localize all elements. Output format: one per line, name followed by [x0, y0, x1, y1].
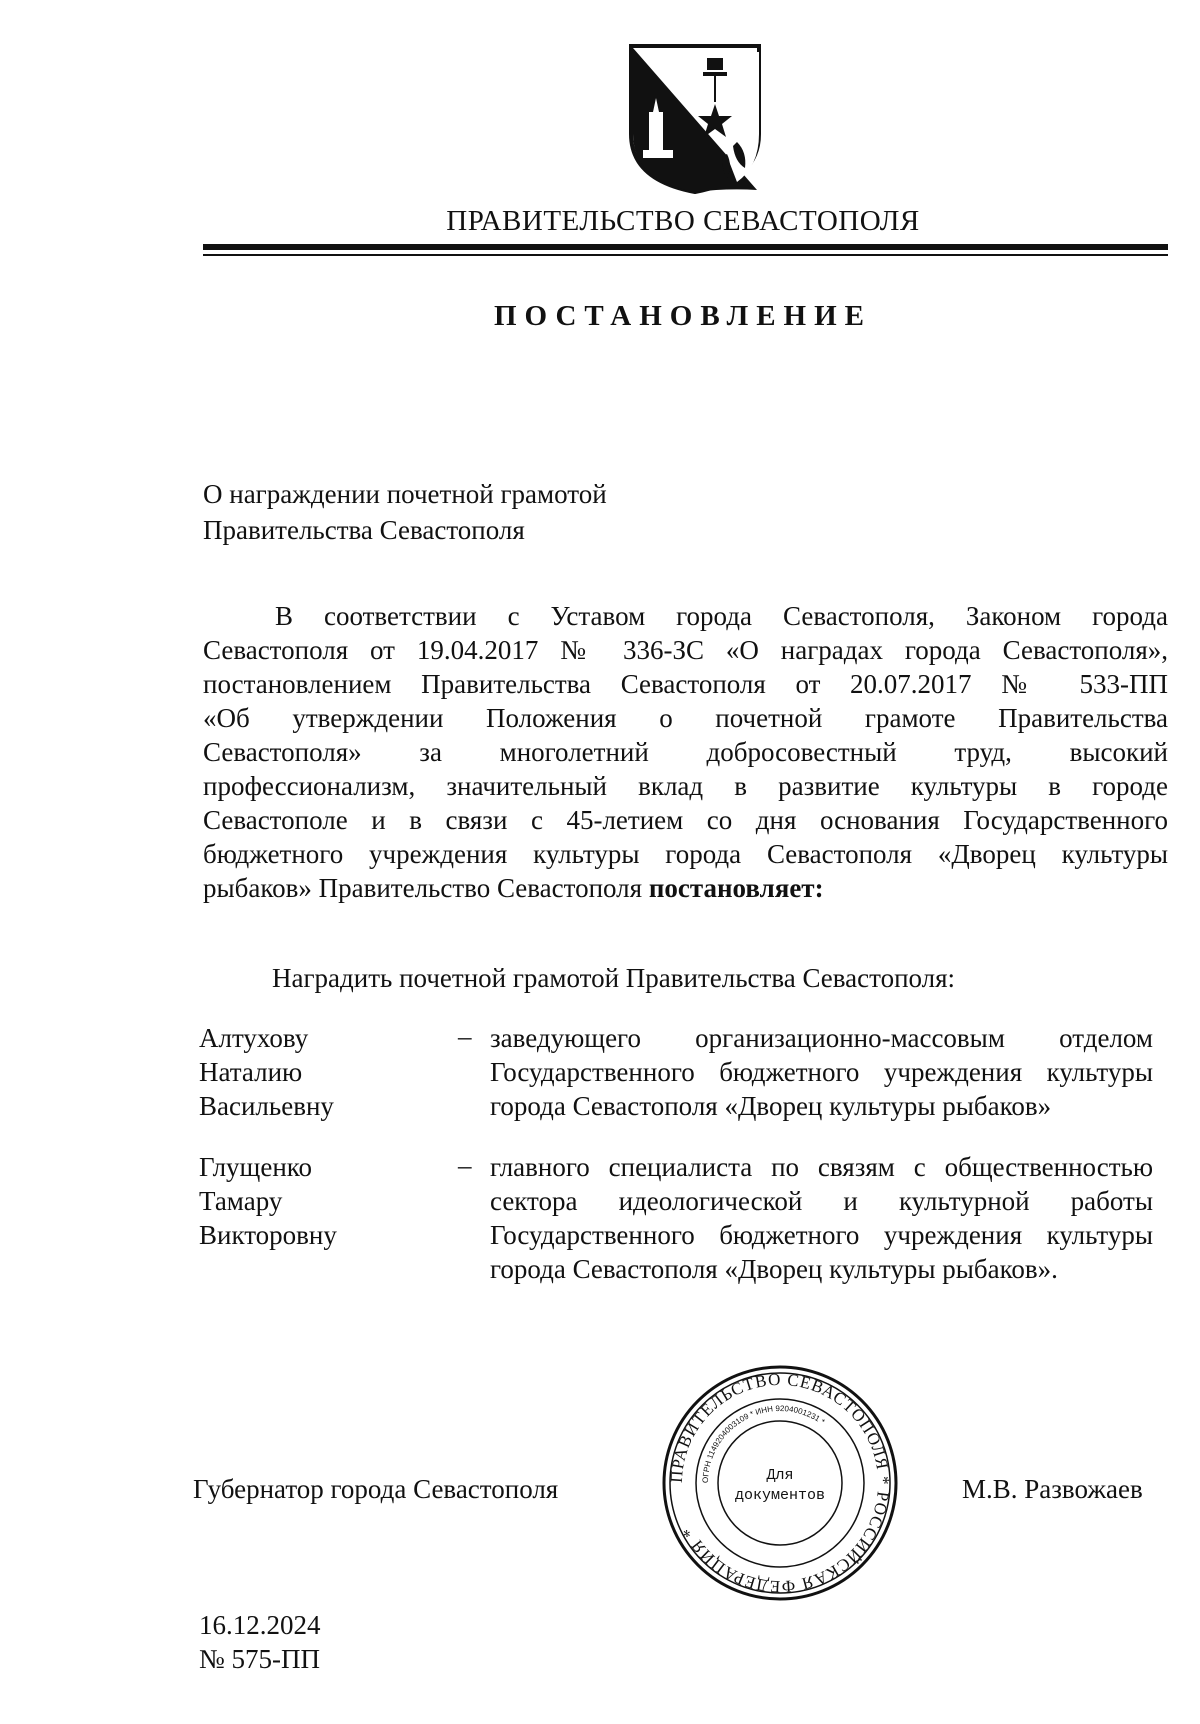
document-type-heading: ПОСТАНОВЛЕНИЕ — [493, 300, 872, 332]
preamble-last-line — [203, 871, 1168, 905]
stamp-center-line: Для — [766, 1467, 794, 1484]
preamble-line: «Об утверждении Положения о почетной грамоте Правительства — [203, 703, 1168, 733]
awardee-patronymic: Васильевну — [199, 1091, 334, 1121]
subject-line: О награждении почетной грамотой — [203, 479, 607, 509]
official-stamp — [660, 1363, 900, 1603]
organization-title: ПРАВИТЕЛЬСТВО СЕВАСТОПОЛЯ — [446, 205, 920, 237]
preamble-line-text: рыбаков» Правительство Севастополя — [203, 873, 643, 903]
preamble-line: профессионализм, значительный вклад в развитие культуры в городе — [203, 771, 1168, 801]
document-date: 16.12.2024 — [199, 1610, 321, 1640]
position-line: сектора идеологической и культурной работы — [490, 1186, 1153, 1216]
decree-statement: Наградить почетной грамотой Правительства Севастополя: — [272, 963, 956, 993]
position-line: заведующего организационно-массовым отделом — [490, 1023, 1153, 1053]
preamble-line: бюджетного учреждения культуры города Севастополя «Дворец культуры — [203, 839, 1168, 869]
position-line: главного специалиста по связям с общественностью — [490, 1152, 1153, 1182]
signer-title: Губернатор города Севастополя — [193, 1474, 559, 1504]
sevastopol-coat-of-arms-icon — [627, 42, 763, 194]
stamp-outer-text: ПРАВИТЕЛЬСТВО СЕВАСТОПОЛЯ * РОССИЙСКАЯ ФЕДЕРАЦИЯ * — [666, 1369, 894, 1597]
awardee-position — [490, 1150, 1153, 1286]
preamble-paragraph — [203, 599, 1168, 905]
document-number: № 575-ПП — [199, 1644, 320, 1674]
position-line: Государственного бюджетного учреждения культуры — [490, 1220, 1153, 1250]
preamble-line: Севастополя от 19.04.2017 № 336-ЗС «О наградах города Севастополя», — [203, 635, 1168, 665]
awardee-dash: – — [458, 1021, 472, 1051]
awardee-name — [199, 1021, 334, 1123]
header-rule-thin — [203, 254, 1168, 256]
preamble-line: В соответствии с Уставом города Севастополя, Законом города — [275, 601, 1168, 631]
awardee-name — [199, 1150, 337, 1252]
preamble-line: Севастополя» за многолетний добросовестный труд, высокий — [203, 737, 1168, 767]
awardee-first-name: Наталию — [199, 1057, 303, 1087]
stamp-inner-text: ОГРН 1149204003109 * ИНН 9204001231 * — [700, 1403, 827, 1484]
header-rule-thick — [203, 244, 1168, 250]
awardee-position — [490, 1021, 1153, 1123]
preamble-line: постановлением Правительства Севастополя от 20.07.2017 № 533-ПП — [203, 669, 1168, 699]
position-line: Государственного бюджетного учреждения культуры — [490, 1057, 1153, 1087]
awardee-dash: – — [458, 1150, 472, 1180]
decree-keyword: постановляет: — [648, 873, 824, 903]
subject-line: Правительства Севастополя — [203, 515, 525, 545]
preamble-line: Севастополе и в связи с 45-летием со дня основания Государственного — [203, 805, 1168, 835]
stamp-center-line: документов — [734, 1487, 826, 1504]
awardee-first-name: Тамару — [199, 1186, 283, 1216]
position-line: города Севастополя «Дворец культуры рыбаков» — [490, 1091, 1052, 1121]
awardee-surname: Глущенко — [199, 1152, 313, 1182]
document-subject — [203, 476, 607, 548]
awardee-patronymic: Викторовну — [199, 1220, 337, 1250]
awardee-surname: Алтухову — [199, 1023, 309, 1053]
position-line: города Севастополя «Дворец культуры рыбаков». — [490, 1254, 1058, 1284]
signer-name: М.В. Развожаев — [962, 1474, 1143, 1504]
